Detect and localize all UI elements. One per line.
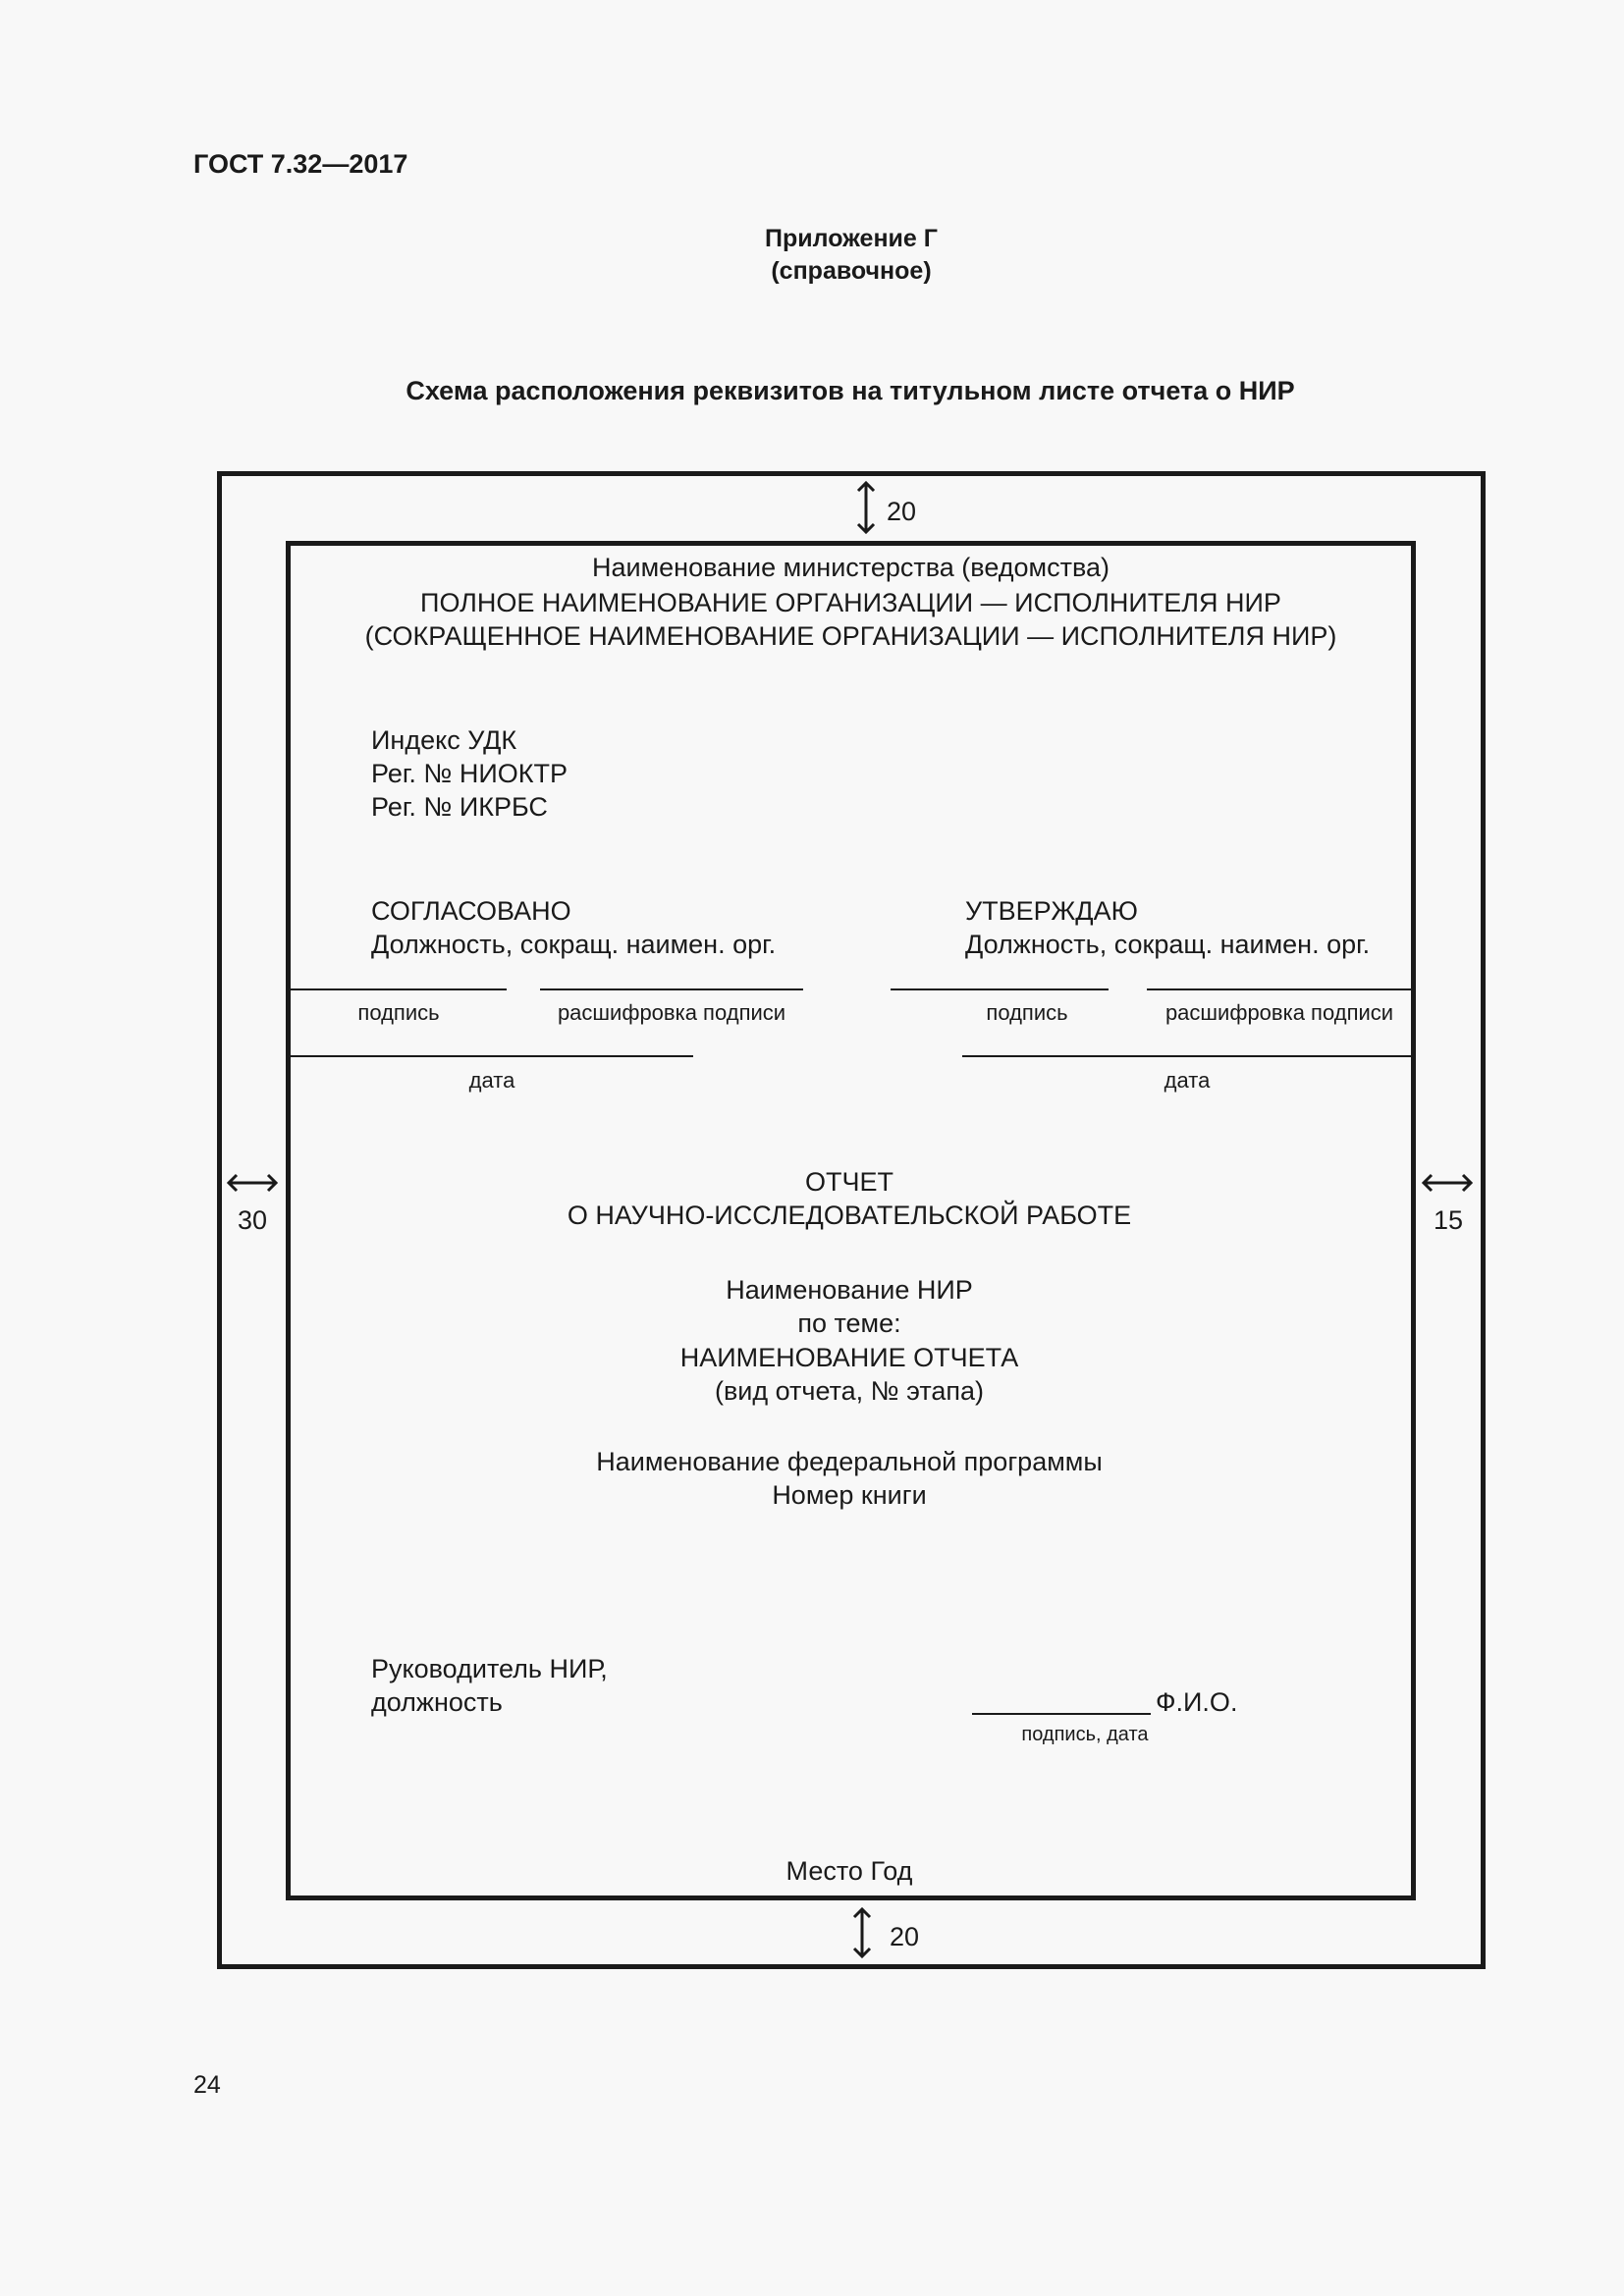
head-position: должность <box>371 1687 503 1717</box>
agreed-decoding-line <box>540 988 803 990</box>
approved-date-line <box>962 1055 1412 1057</box>
agreed-date-line <box>291 1055 693 1057</box>
approved-signature-line <box>891 988 1109 990</box>
approved-signature-caption: подпись <box>986 1000 1068 1025</box>
approved-date-caption: дата <box>1164 1068 1211 1093</box>
agreed-signature-caption: подпись <box>357 1000 440 1025</box>
place-year: Место Год <box>785 1856 913 1886</box>
org-full-name: ПОЛНОЕ НАИМЕНОВАНИЕ ОРГАНИЗАЦИИ — ИСПОЛНИТЕЛЯ НИР <box>420 588 1281 617</box>
federal-program: Наименование федеральной программы <box>596 1447 1103 1476</box>
report-name: НАИМЕНОВАНИЕ ОТЧЕТА <box>679 1343 1019 1372</box>
agreed-date-caption: дата <box>468 1068 515 1093</box>
approved-position: Должность, сокращ. наимен. орг. <box>965 930 1371 959</box>
approved-heading: УТВЕРЖДАЮ <box>965 896 1138 926</box>
appendix-note: (справочное) <box>771 257 932 285</box>
standard-designation: ГОСТ 7.32—2017 <box>193 149 408 179</box>
niokr-reg-number: Рег. № НИОКТР <box>371 759 568 788</box>
appendix-title: Приложение Г <box>765 225 938 252</box>
topic-label: по теме: <box>797 1308 901 1338</box>
left-margin-value: 30 <box>238 1205 268 1235</box>
head-signature-line <box>972 1713 1151 1715</box>
figure-title: Схема расположения реквизитов на титульном листе отчета о НИР <box>406 376 1295 405</box>
agreed-position: Должность, сокращ. наимен. орг. <box>371 930 777 959</box>
udc-index: Индекс УДК <box>371 725 517 755</box>
top-margin-value: 20 <box>887 497 917 526</box>
approved-decoding-caption: расшифровка подписи <box>1164 1000 1394 1025</box>
book-number: Номер книги <box>772 1480 927 1510</box>
ikrbs-reg-number: Рег. № ИКРБС <box>371 792 548 822</box>
report-kind: (вид отчета, № этапа) <box>714 1376 985 1406</box>
bottom-margin-value: 20 <box>890 1922 920 1951</box>
approved-decoding-line <box>1147 988 1412 990</box>
report-title-line1: ОТЧЕТ <box>805 1167 893 1197</box>
org-short-name: (СОКРАЩЕННОЕ НАИМЕНОВАНИЕ ОРГАНИЗАЦИИ — ИСПОЛНИТЕЛЯ НИР) <box>364 621 1337 651</box>
report-title-line2: О НАУЧНО-ИССЛЕДОВАТЕЛЬСКОЙ РАБОТЕ <box>567 1201 1132 1230</box>
head-title: Руководитель НИР, <box>371 1654 608 1683</box>
right-margin-value: 15 <box>1434 1205 1464 1235</box>
head-full-name: Ф.И.О. <box>1156 1687 1238 1717</box>
agreed-signature-line <box>291 988 507 990</box>
head-signature-caption: подпись, дата <box>1021 1724 1149 1745</box>
agreed-decoding-caption: расшифровка подписи <box>557 1000 786 1025</box>
agreed-heading: СОГЛАСОВАНО <box>371 896 571 926</box>
top-margin-arrow-icon <box>854 481 878 536</box>
ministry-name: Наименование министерства (ведомства) <box>591 553 1110 582</box>
nir-name: Наименование НИР <box>726 1275 973 1305</box>
page-number: 24 <box>193 2071 221 2099</box>
bottom-margin-arrow-icon <box>850 1907 874 1958</box>
